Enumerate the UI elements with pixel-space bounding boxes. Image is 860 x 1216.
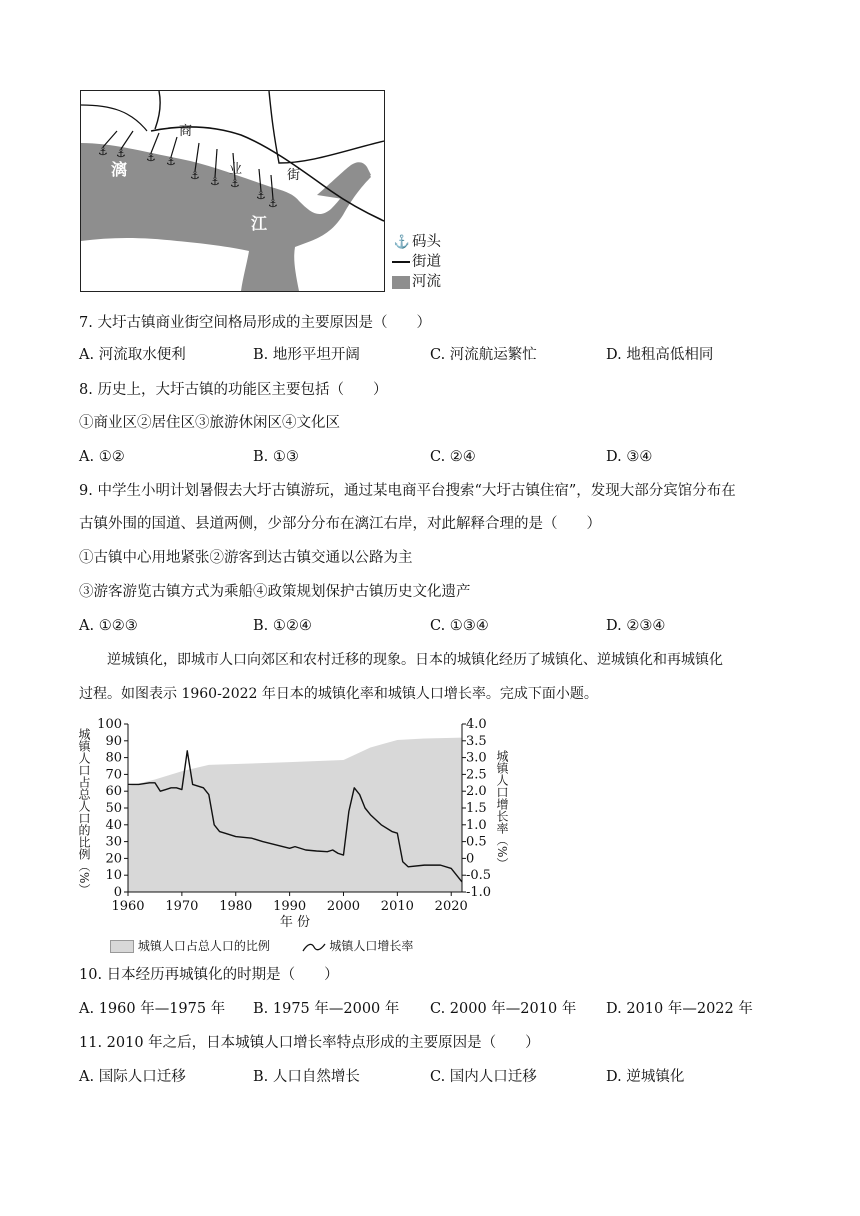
y-tick-label: 80 xyxy=(105,750,122,766)
y2-tick-label: 4.0 xyxy=(466,717,487,732)
q9-items-line1: ①古镇中心用地紧张②游客到达古镇交通以公路为主 xyxy=(79,550,413,566)
q8-option-d[interactable]: D. ③④ xyxy=(606,449,653,465)
q9-option-b[interactable]: B. ①②④ xyxy=(253,618,312,634)
q10-option-d[interactable]: D. 2010 年—2022 年 xyxy=(606,1001,753,1017)
y2-tick-label: 2.0 xyxy=(466,784,487,800)
map-svg xyxy=(81,91,384,291)
legend-line-swatch-icon xyxy=(302,941,326,953)
svg-text:⚓: ⚓ xyxy=(256,189,266,202)
q8-option-a[interactable]: A. ①② xyxy=(79,449,125,465)
x-tick-label: 1990 xyxy=(273,899,307,914)
y2-tick-label: 3.0 xyxy=(466,750,487,766)
q11-option-b[interactable]: B. 人口自然增长 xyxy=(253,1069,360,1085)
y2-tick-label: -1.0 xyxy=(466,885,492,900)
y-tick-label: 100 xyxy=(97,717,122,732)
map-figure xyxy=(80,90,385,292)
svg-text:⚓: ⚓ xyxy=(230,177,240,190)
map-label-ye: 业 xyxy=(229,162,243,177)
q9-stem-line2: 古镇外围的国道、县道两侧，少部分分布在漓江右岸，对此解释合理的是（ ） xyxy=(79,516,601,532)
q9-option-d[interactable]: D. ②③④ xyxy=(606,618,666,634)
urban-ratio-area xyxy=(128,738,462,892)
y2-tick-label: 3.5 xyxy=(466,733,487,749)
q10-option-b[interactable]: B. 1975 年—2000 年 xyxy=(253,1001,400,1017)
q7-option-c[interactable]: C. 河流航运繁忙 xyxy=(430,347,537,363)
q10-stem: 10. 日本经历再城镇化的时期是（ ） xyxy=(79,967,339,983)
q9-option-c[interactable]: C. ①③④ xyxy=(430,618,489,634)
q9-option-a[interactable]: A. ①②③ xyxy=(79,618,138,634)
q9-stem-line1: 9. 中学生小明计划暑假去大圩古镇游玩，通过某电商平台搜索“大圩古镇住宿”，发现大部分宾馆分布在 xyxy=(79,483,736,499)
q7-option-b[interactable]: B. 地形平坦开阔 xyxy=(253,347,360,363)
svg-text:⚓: ⚓ xyxy=(166,155,176,168)
q11-stem: 11. 2010 年之后，日本城镇人口增长率特点形成的主要原因是（ ） xyxy=(79,1035,540,1051)
svg-text:⚓: ⚓ xyxy=(116,147,126,160)
y-tick-label: 70 xyxy=(105,767,122,783)
urbanization-chart xyxy=(70,712,510,952)
y-tick-label: 60 xyxy=(105,784,122,800)
q7-option-d[interactable]: D. 地租高低相同 xyxy=(606,347,714,363)
svg-text:⚓: ⚓ xyxy=(268,197,278,210)
legend-area-label: 城镇人口占总人口的比例 xyxy=(137,939,270,953)
svg-text:⚓: ⚓ xyxy=(146,151,156,164)
q8-stem: 8. 历史上，大圩古镇的功能区主要包括（ ） xyxy=(79,382,388,398)
y2-tick-label: -0.5 xyxy=(466,868,492,884)
y-tick-label: 90 xyxy=(105,733,122,749)
intro-line1: 逆城镇化，即城市人口向郊区和农村迁移的现象。日本的城镇化经历了城镇化、逆城镇化和再城镇化 xyxy=(107,652,723,668)
x-axis-label: 年 份 xyxy=(279,915,311,930)
y-tick-label: 50 xyxy=(105,801,122,816)
y-tick-label: 0 xyxy=(113,885,122,900)
q8-option-c[interactable]: C. ②④ xyxy=(430,449,476,465)
y2-tick-label: 0.5 xyxy=(466,834,487,850)
x-tick-label: 2000 xyxy=(326,899,361,914)
legend-river-label: 河流 xyxy=(412,274,441,290)
svg-text:⚓: ⚓ xyxy=(190,169,200,182)
q10-option-c[interactable]: C. 2000 年—2010 年 xyxy=(430,1001,577,1017)
y-tick-label: 20 xyxy=(105,851,122,867)
y2-tick-label: 1.0 xyxy=(466,817,487,833)
svg-text:⚓: ⚓ xyxy=(210,175,220,188)
intro-line2: 过程。如图表示 1960-2022 年日本的城镇化率和城镇人口增长率。完成下面小题。 xyxy=(79,686,598,702)
street-right xyxy=(269,91,384,163)
street-north xyxy=(155,91,160,129)
legend-river xyxy=(392,272,441,292)
legend-street-label: 街道 xyxy=(412,254,441,270)
legend-line-label: 城镇人口增长率 xyxy=(329,939,414,953)
legend-street xyxy=(392,252,441,272)
legend-area-swatch xyxy=(110,940,134,953)
x-tick-label: 1980 xyxy=(219,899,253,914)
river-swatch-icon xyxy=(392,276,410,289)
map-label-li: 漓 xyxy=(111,160,128,179)
q7-option-a[interactable]: A. 河流取水便利 xyxy=(79,347,186,363)
svg-text:⚓: ⚓ xyxy=(98,145,108,158)
q9-items-line2: ③游客游览古镇方式为乘船④政策规划保护古镇历史文化遗产 xyxy=(79,584,471,600)
q7-stem: 7. 大圩古镇商业街空间格局形成的主要原因是（ ） xyxy=(79,315,431,331)
street-bend xyxy=(81,105,147,131)
q8-items: ①商业区②居住区③旅游休闲区④文化区 xyxy=(79,415,340,431)
q11-option-d[interactable]: D. 逆城镇化 xyxy=(606,1069,685,1085)
street-line-icon xyxy=(392,261,410,263)
map-label-jie: 街 xyxy=(287,168,301,183)
q10-option-a[interactable]: A. 1960 年—1975 年 xyxy=(79,1001,226,1017)
x-tick-label: 2010 xyxy=(380,899,414,914)
chart-legend xyxy=(110,938,413,954)
y2-axis-label: 城镇人口增长率（%） xyxy=(495,750,509,870)
q11-option-a[interactable]: A. 国际人口迁移 xyxy=(79,1069,186,1085)
y2-tick-label: 2.5 xyxy=(466,767,487,783)
y-axis-label: 城镇人口占总人口的比例（%） xyxy=(77,728,91,896)
legend-dock xyxy=(392,232,441,253)
q8-option-b[interactable]: B. ①③ xyxy=(253,449,299,465)
y-tick-label: 30 xyxy=(105,834,122,850)
y-tick-label: 10 xyxy=(105,868,122,884)
y-tick-label: 40 xyxy=(105,817,122,833)
x-tick-label: 1970 xyxy=(165,899,199,914)
map-label-shang: 商 xyxy=(179,124,193,139)
map-label-jiang: 江 xyxy=(251,214,268,233)
y2-tick-label: 1.5 xyxy=(466,801,487,816)
legend-dock-label: 码头 xyxy=(412,234,441,250)
x-tick-label: 2020 xyxy=(434,899,468,914)
y2-tick-label: 0 xyxy=(466,851,475,867)
anchor-icon: ⚓ xyxy=(393,235,411,250)
x-tick-label: 1960 xyxy=(111,899,145,914)
q11-option-c[interactable]: C. 国内人口迁移 xyxy=(430,1069,537,1085)
